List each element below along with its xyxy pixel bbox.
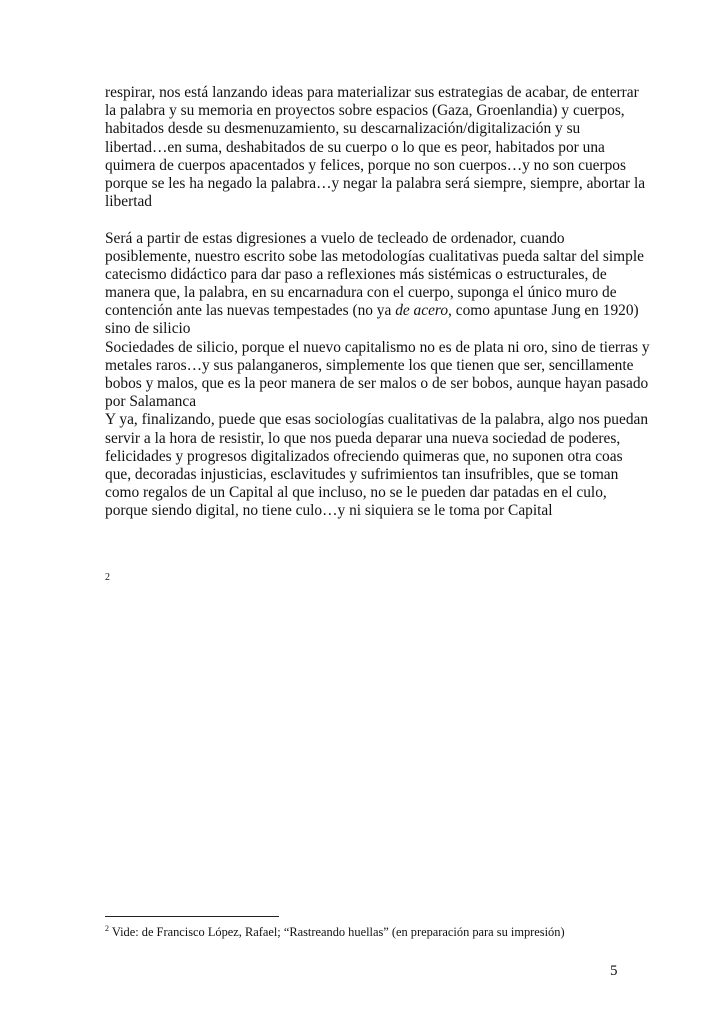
text-line: Sociedades de silicio, porque el nuevo capitalismo no es de plata ni oro, sino de tierras y [105,338,650,356]
text-line: metales raros…y sus palanganeros, simplemente los que tienen que ser, sencillamente [105,356,634,374]
text-run: contención ante las nuevas tempestades (no ya [105,302,396,320]
italic-text: de acero [395,302,449,320]
text-line: quimera de cuerpos apacentados y felices, porque no son cuerpos…y no son cuerpos [105,156,626,174]
text-line: Será a partir de estas digresiones a vuelo de tecleado de ordenador, cuando [105,229,565,247]
text-line: habitados desde su desmenuzamiento, su descarnalización/digitalización y su [105,120,581,138]
paragraph-1 [105,84,646,211]
text-line [105,302,639,320]
text-line: por Salamanca [105,393,197,411]
text-line: Y ya, finalizando, puede que esas sociologías cualitativas de la palabra, algo nos puedan [105,411,649,429]
footnote-separator [105,916,279,917]
footnote-marker: 2 [105,572,110,583]
text-line: respirar, nos está lanzando ideas para materializar sus estrategias de acabar, de enterrar [105,84,639,101]
paragraph-3 [105,338,650,412]
text-run: , como apuntase Jung en 1920) [448,302,639,320]
text-line: posiblemente, nuestro escrito sobe las metodologías cualitativas pueda saltar del simple [105,247,644,265]
paragraph-4 [105,411,649,520]
text-line: catecismo didáctico para dar paso a reflexiones más sistémicas o estructurales, de [105,265,607,283]
text-line: la palabra y su memoria en proyectos sobre espacios (Gaza, Groenlandia) y cuerpos, [105,102,625,120]
text-line: porque siendo digital, no tiene culo…y ni siquiera se le toma por Capital [105,502,553,520]
footnote [105,921,565,940]
page-number: 5 [610,963,618,979]
text-line: sino de silicio [105,320,191,338]
text-line: manera que, la palabra, en su encarnadura con el cuerpo, suponga el único muro de [105,284,617,302]
body-text [105,84,650,521]
text-line: porque se les ha negado la palabra…y negar la palabra será siempre, siempre, abortar la [105,174,646,192]
text-line: libertad [105,193,153,211]
text-line: servir a la hora de resistir, lo que nos pueda deparar una nueva sociedad de poderes, [105,429,621,447]
text-line: que, decoradas injusticias, esclavitudes y sufrimientos tan insufribles, que se toman [105,465,619,483]
text-line: libertad…en suma, deshabitados de su cuerpo o lo que es peor, habitados por una [105,138,605,156]
text-line: felicidades y progresos digitalizados ofreciendo quimeras que, no suponen otra coas [105,447,623,465]
text-line: bobos y malos, que es la peor manera de ser malos o de ser bobos, aunque hayan pasado [105,375,649,392]
footnote-number: 2 [105,924,109,933]
footnote-text: Vide: de Francisco López, Rafael; “Rastreando huellas” (en preparación para su impresión) [109,925,565,939]
text-line: como regalos de un Capital al que incluso, no se le pueden dar patadas en el culo, [105,484,607,502]
paragraph-2 [105,229,644,339]
paragraph-gap [105,211,625,229]
